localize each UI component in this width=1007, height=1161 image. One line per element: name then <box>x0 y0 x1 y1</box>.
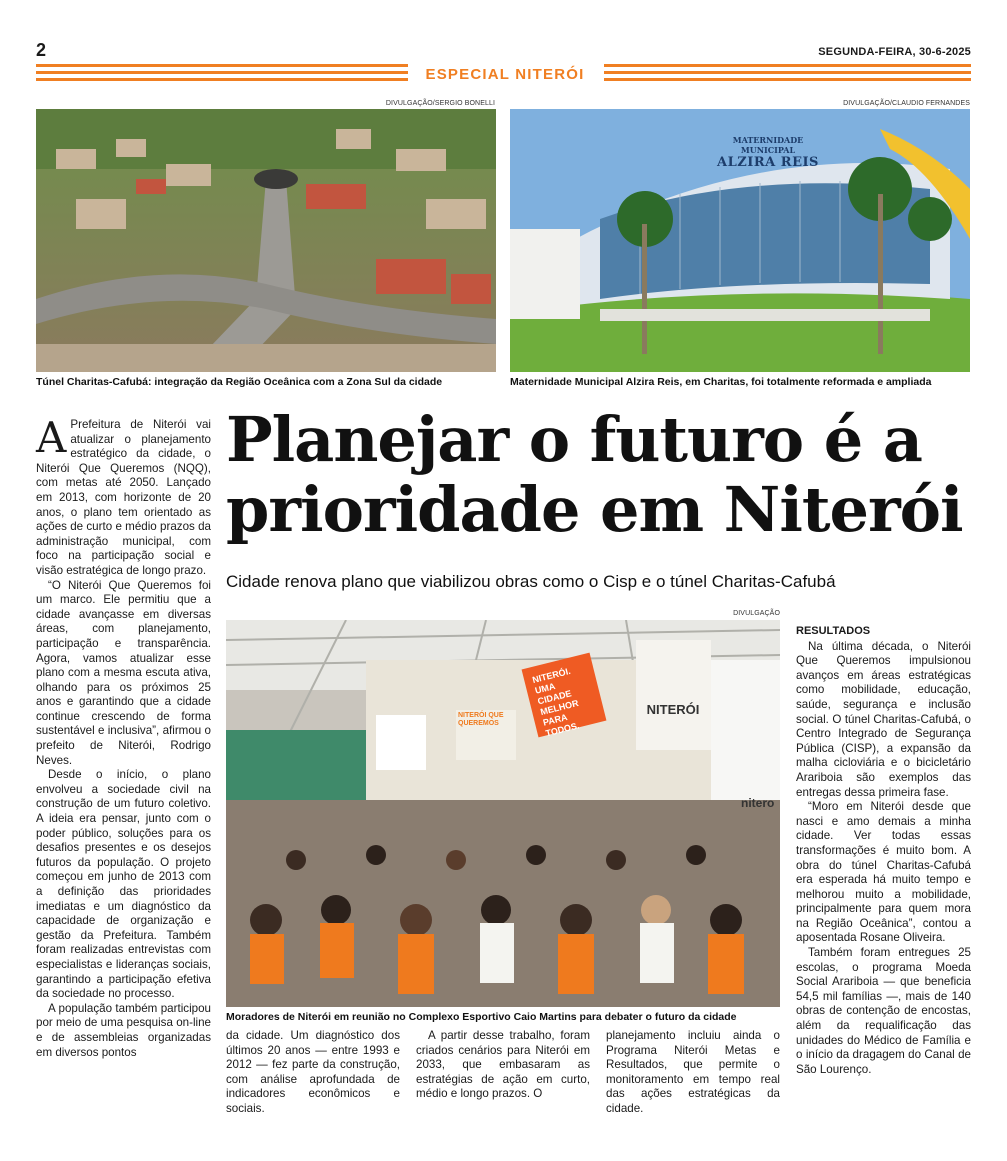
article-subheadline: Cidade renova plano que viabilizou obras como o Cisp e o túnel Charitas-Cafubá <box>226 572 836 591</box>
photo-credit-maternity: DIVULGAÇÃO/CLAUDIO FERNANDES <box>843 100 970 107</box>
article-column-1: A Prefeitura de Niterói vai atualizar o planejamento estratégico da cidade, o Niterói Que Queremos (NQQ), com metas até 2050. Lançado em 2013, com horizonte de 20 anos, o plano tem orientado as ações de curto e médio prazos da administração municipal, com foco na participação social e visão estratégica de longo prazo. “O Niterói Que Queremos foi um marco. Ele permitiu que a cidade avançasse em diversas áreas, com planejamento, participação e transparência. Agora, vamos atualizar esse plano com a mesma escuta ativa, olhando para os próximos 25 anos e garantindo que a cidade continue crescendo de forma sustentável e inclusiva”, afirmou o prefeito de Niterói, Rodrigo Neves. Desde o início, o plano envolveu a sociedade civil na construção de um futuro coletivo. A ideia era pensar, junto com o poder público, soluções para os desafios presentes e os desejos futuros da população. O projeto começou em junho de 2013 com a definição das prioridades imediatas e um diagnóstico da capacidade de organização e gestão da Prefeitura. Também foram realizadas entrevistas com especialistas e lideranças sociais, garantindo a participação efetiva da sociedade no processo. A população também participou por meio de uma pesquisa on-line e de assembleias organizadas em diversos pontos <box>36 413 211 1059</box>
tunnel-photo <box>36 109 496 372</box>
article-column-5: RESULTADOS Na última década, o Niterói Que Queremos impulsionou avanços em áreas estratégicas como mobilidade, educação, saúde, segurança e inclusão social. O túnel Charitas-Cafubá, o Centro Integrado de Segurança Pública (CISP), a expansão da malha cicloviária e o bicicletário Arariboia são exemplos das entregas dessa primeira fase. “Moro em Niterói desde que nasci e amo demais a minha cidade. Ver todas essas transformações é muito bom. A obra do túnel Charitas-Cafubá era esperada há muito tempo e melhorou muito a mobilidade, principalmente para quem mora na Região Oceânica”, contou a aposentada Rosane Oliveira. Também foram entregues 25 escolas, o programa Moeda Social Arariboia — que beneficia 54,5 mil famílias —, mais de 140 obras de contenção de encostas, além da requalificação das unidades do Médico de Família e o início da dragagem do Canal de São Lourenço. <box>796 625 971 1076</box>
page-number: 2 <box>36 40 47 60</box>
section-rule-right <box>604 64 971 86</box>
article-headline: Planejar o futuro é a prioridade em Niterói <box>226 403 963 546</box>
photo-credit-meeting: DIVULGAÇÃO <box>733 610 780 617</box>
dropcap: A <box>36 413 67 462</box>
maternity-sign: MATERNIDADE MUNICIPAL ALZIRA REIS <box>717 135 819 170</box>
caption-meeting: Moradores de Niterói em reunião no Complexo Esportivo Caio Martins para debater o futuro da cidade <box>226 1011 737 1023</box>
meeting-photo <box>226 620 780 1007</box>
caption-tunnel: Túnel Charitas-Cafubá: integração da Região Oceânica com a Zona Sul da cidade <box>36 376 443 388</box>
edition-date: SEGUNDA-FEIRA, 30-6-2025 <box>818 46 971 58</box>
article-column-2: da cidade. Um diagnóstico dos últimos 20 anos — entre 1993 e 2012 — fez parte da construção, com análise aprofundada de indicadores econômicos e sociais. <box>226 1029 400 1115</box>
maternity-photo <box>510 109 970 372</box>
caption-maternity: Maternidade Municipal Alzira Reis, em Charitas, foi totalmente reformada e ampliada <box>510 376 932 388</box>
stage-screen: NITERÓI. UMA CIDADE MELHOR PARA TODOS. <box>522 653 607 738</box>
article-column-4: planejamento incluiu ainda o Programa Niterói Metas e Resultados, que permite o monitoramento em tempo real das ações estratégicas da cidade. <box>606 1029 780 1115</box>
article-column-3: A partir desse trabalho, foram criados cenários para Niterói em 2033, que embasaram as estratégias de ação em curto, médio e longo prazos. O <box>416 1029 590 1101</box>
wall-text: nitero <box>741 796 775 810</box>
stage-logo: NITERÓI <box>646 702 700 717</box>
results-subtitle: RESULTADOS <box>796 625 871 637</box>
photo-credit-tunnel: DIVULGAÇÃO/SERGIO BONELLI <box>385 100 495 107</box>
section-label: ESPECIAL NITERÓI <box>425 66 585 83</box>
stage-banner: NITERÓI QUE QUEREMOS <box>458 712 504 727</box>
section-rule-left <box>36 64 408 86</box>
